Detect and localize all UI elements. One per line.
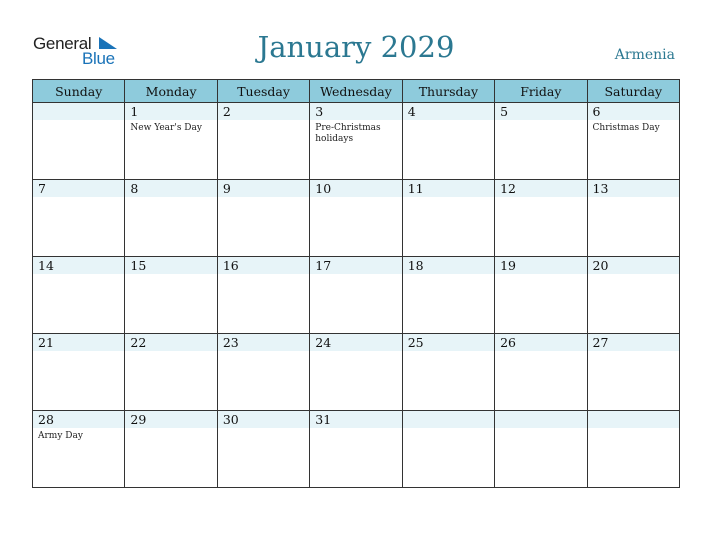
day-number: 9 <box>222 181 231 196</box>
day-number: 23 <box>222 335 239 350</box>
day-cell[interactable] <box>402 103 494 180</box>
week-row <box>33 257 680 334</box>
day-cell[interactable] <box>33 180 125 257</box>
weekday-header: Wednesday <box>310 80 402 103</box>
day-cell[interactable] <box>587 334 679 411</box>
day-number: 16 <box>222 258 239 273</box>
day-cell-band <box>403 103 494 120</box>
day-number: 20 <box>592 258 609 273</box>
day-cell[interactable] <box>125 180 217 257</box>
day-cell[interactable] <box>495 257 587 334</box>
day-cell[interactable] <box>402 257 494 334</box>
day-number: 21 <box>38 335 54 350</box>
day-cell[interactable] <box>402 334 494 411</box>
day-cell-band <box>33 103 124 120</box>
day-cell[interactable] <box>495 411 587 488</box>
day-cell[interactable] <box>402 180 494 257</box>
day-cell[interactable] <box>310 257 402 334</box>
day-number: 26 <box>500 335 517 350</box>
weekday-header: Saturday <box>587 80 679 103</box>
day-cell[interactable] <box>310 103 402 180</box>
day-cell[interactable] <box>495 334 587 411</box>
day-cell[interactable] <box>587 180 679 257</box>
day-cell[interactable] <box>310 411 402 488</box>
day-number: 22 <box>130 335 147 350</box>
day-cell-band <box>588 103 679 120</box>
day-cell[interactable] <box>310 334 402 411</box>
day-cell[interactable] <box>217 411 309 488</box>
day-number: 19 <box>500 258 517 273</box>
day-cell[interactable] <box>217 103 309 180</box>
day-cell[interactable] <box>125 257 217 334</box>
day-cell-band <box>403 411 494 428</box>
day-number: 5 <box>500 104 509 119</box>
holiday-label: Army Day <box>38 431 83 441</box>
logo-text-general: General <box>33 34 92 53</box>
day-cell[interactable] <box>33 334 125 411</box>
day-number: 2 <box>222 104 231 119</box>
day-cell-band <box>125 103 216 120</box>
day-cell[interactable] <box>495 103 587 180</box>
country-label: Armenia <box>614 47 675 63</box>
day-cell[interactable] <box>587 411 679 488</box>
holiday-label: New Year's Day <box>130 123 202 133</box>
weekday-header: Tuesday <box>217 80 309 103</box>
day-number: 6 <box>592 104 601 119</box>
day-cell[interactable] <box>33 257 125 334</box>
day-number: 11 <box>407 181 424 196</box>
day-number: 27 <box>592 335 609 350</box>
holiday-label: Christmas Day <box>592 123 660 133</box>
day-cell-band <box>218 103 309 120</box>
day-number: 31 <box>315 412 332 427</box>
day-cell[interactable] <box>217 334 309 411</box>
day-number: 18 <box>407 258 424 273</box>
holiday-label: Pre-Christmas holidays <box>315 123 381 144</box>
weekday-header: Friday <box>495 80 587 103</box>
day-cell[interactable] <box>125 411 217 488</box>
day-cell-band <box>310 103 401 120</box>
day-cell-band <box>495 411 586 428</box>
day-cell[interactable] <box>495 180 587 257</box>
day-cell-band <box>495 103 586 120</box>
day-cell-band <box>588 411 679 428</box>
day-cell[interactable] <box>402 411 494 488</box>
weekday-header: Monday <box>125 80 217 103</box>
day-cell-band <box>125 180 216 197</box>
day-cell[interactable] <box>217 180 309 257</box>
weekday-header: Thursday <box>402 80 494 103</box>
day-cell[interactable] <box>33 411 125 488</box>
day-number: 15 <box>130 258 147 273</box>
day-number: 4 <box>407 104 416 119</box>
day-cell[interactable] <box>217 257 309 334</box>
weekday-header: Sunday <box>33 80 125 103</box>
day-number: 10 <box>315 181 332 196</box>
day-number: 25 <box>407 335 424 350</box>
day-cell[interactable] <box>125 334 217 411</box>
day-cell[interactable] <box>33 103 125 180</box>
day-number: 30 <box>222 412 239 427</box>
day-number: 1 <box>130 104 139 119</box>
day-number: 13 <box>592 181 609 196</box>
week-row <box>33 334 680 411</box>
calendar-title: January 2029 <box>257 30 455 64</box>
day-number: 17 <box>315 258 332 273</box>
day-number: 7 <box>38 181 46 196</box>
week-row <box>33 411 680 488</box>
logo-text-blue: Blue <box>82 49 115 68</box>
day-cell[interactable] <box>587 257 679 334</box>
day-number: 29 <box>130 412 147 427</box>
day-cell[interactable] <box>310 180 402 257</box>
week-row <box>33 180 680 257</box>
day-cell[interactable] <box>587 103 679 180</box>
day-cell-band <box>218 180 309 197</box>
day-cell-band <box>33 180 124 197</box>
day-number: 14 <box>38 258 54 273</box>
day-cell[interactable] <box>125 103 217 180</box>
weekday-header-row <box>33 80 680 103</box>
day-number: 3 <box>315 104 324 119</box>
calendar-grid <box>32 79 680 488</box>
day-number: 28 <box>38 412 54 427</box>
day-number: 12 <box>500 181 517 196</box>
day-number: 24 <box>315 335 332 350</box>
day-number: 8 <box>130 181 139 196</box>
week-row <box>33 103 680 180</box>
